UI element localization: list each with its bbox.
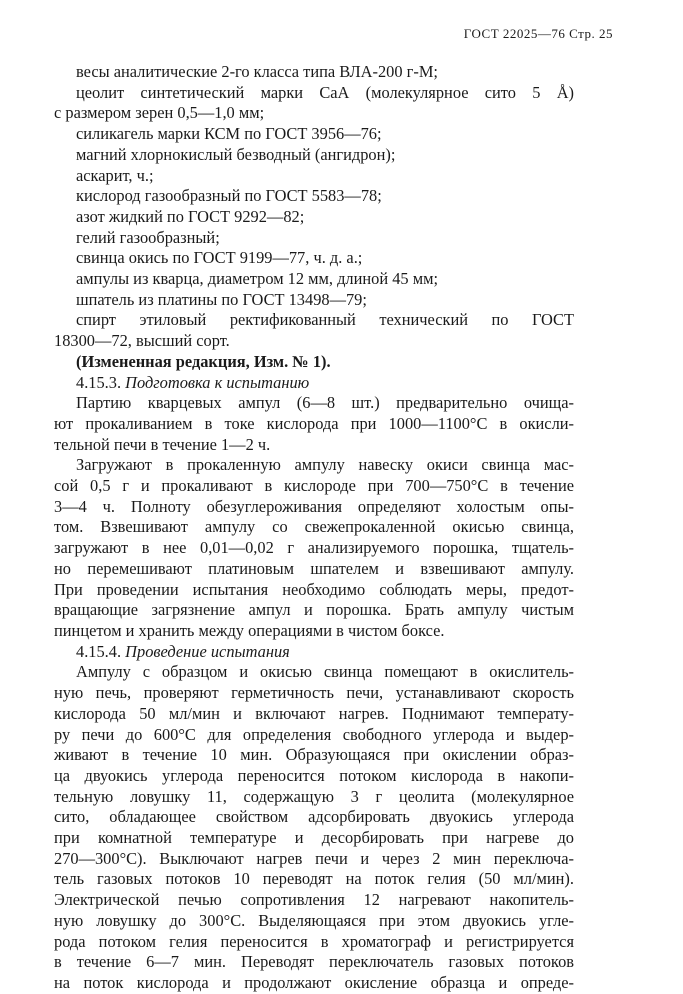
text-line: рода потоком гелия переносится в хроматограф и регистрируется: [54, 931, 574, 951]
text-line: ампулы из кварца, диаметром 12 мм, длиной 45 мм;: [76, 269, 439, 289]
text-line: 4.15.3. Подготовка к испытанию: [76, 372, 310, 392]
text-line: При проведении испытания необходимо соблюдать меры, предот-: [54, 579, 574, 599]
text-line: том. Взвешивают ампулу со свежепрокаленной окисью свинца,: [54, 517, 574, 537]
document-body: [54, 62, 574, 994]
text-line: тельной печи в течение 1—2 ч.: [54, 434, 271, 454]
text-line: 18300—72, высший сорт.: [54, 331, 230, 351]
text-line: 3—4 ч. Полноту обезуглероживания определяют холостым опы-: [54, 496, 574, 516]
text-line: ную печь, проверяют герметичность печи, устанавливают скорость: [54, 683, 574, 703]
text-line: ру печи до 600°С для определения свободного углерода и выдер-: [54, 724, 574, 744]
text-line: с размером зерен 0,5—1,0 мм;: [54, 103, 265, 123]
text-line: магний хлорнокислый безводный (ангидрон);: [76, 144, 396, 164]
text-line: 4.15.4. Проведение испытания: [76, 641, 290, 661]
text-line: Ампулу с образцом и окисью свинца помещают в окислитель-: [76, 662, 574, 682]
text-line: вращающие загрязнение ампул и порошка. Брать ампулу чистым: [54, 600, 574, 620]
text-line: сито, обладающее свойством адсорбировать двуокись углерода: [54, 807, 574, 827]
text-line: гелий газообразный;: [76, 227, 220, 247]
text-line: ную ловушку до 300°С. Выделяющаяся при этом двуокись угле-: [54, 910, 574, 930]
text-line: кислорода 50 мл/мин и включают нагрев. Поднимают температу-: [54, 703, 574, 723]
text-line: 270—300°С). Выключают нагрев печи и через 2 мин переключа-: [54, 848, 574, 868]
text-line: Электрической печью сопротивления 12 нагревают накопитель-: [54, 890, 574, 910]
text-line: в течение 6—7 мин. Переводят переключатель газовых потоков: [54, 952, 574, 972]
text-line: живают в течение 10 мин. Образующаяся при окислении образ-: [54, 745, 574, 765]
text-line: аскарит, ч.;: [76, 165, 154, 185]
text-line: кислород газообразный по ГОСТ 5583—78;: [76, 186, 382, 206]
text-line: силикагель марки КСМ по ГОСТ 3956—76;: [76, 124, 382, 144]
text-line: Загружают в прокаленную ампулу навеску окиси свинца мас-: [76, 455, 574, 475]
text-line: ют прокаливанием в токе кислорода при 1000—1100°С в окисли-: [54, 413, 574, 433]
text-line: спирт этиловый ректификованный технический по ГОСТ: [76, 310, 574, 330]
page-header: ГОСТ 22025—76 Стр. 25: [463, 26, 613, 41]
text-line: весы аналитические 2-го класса типа ВЛА-200 г-М;: [76, 62, 438, 81]
text-line: тель газовых потоков 10 переводят на поток гелия (50 мл/мин).: [54, 869, 574, 889]
text-line: загружают в нее 0,01—0,02 г анализируемого порошка, тщатель-: [54, 538, 574, 558]
text-line: при комнатной температуре и десорбировать при нагреве до: [54, 828, 574, 848]
text-line: свинца окись по ГОСТ 9199—77, ч. д. а.;: [76, 248, 363, 268]
text-line: сой 0,5 г и прокаливают в кислороде при 700—750°С в течение: [54, 476, 574, 496]
text-line: (Измененная редакция, Изм. № 1).: [76, 351, 331, 371]
text-line: цеолит синтетический марки СаА (молекулярное сито 5 Å): [76, 82, 574, 102]
text-line: шпатель из платины по ГОСТ 13498—79;: [76, 289, 367, 309]
text-line: на поток кислорода и продолжают окисление образца и опреде-: [54, 972, 574, 992]
text-line: ца двуокись углерода переносится потоком кислорода в накопи-: [54, 765, 574, 785]
text-line: тельную ловушку 11, содержащую 3 г цеолита (молекулярное: [54, 786, 574, 806]
text-line: пинцетом и хранить между операциями в чистом боксе.: [54, 620, 445, 640]
text-line: Партию кварцевых ампул (6—8 шт.) предварительно очища-: [76, 393, 574, 413]
text-line: азот жидкий по ГОСТ 9292—82;: [76, 206, 305, 226]
text-line: но перемешивают платиновым шпателем и взвешивают ампулу.: [54, 558, 574, 578]
